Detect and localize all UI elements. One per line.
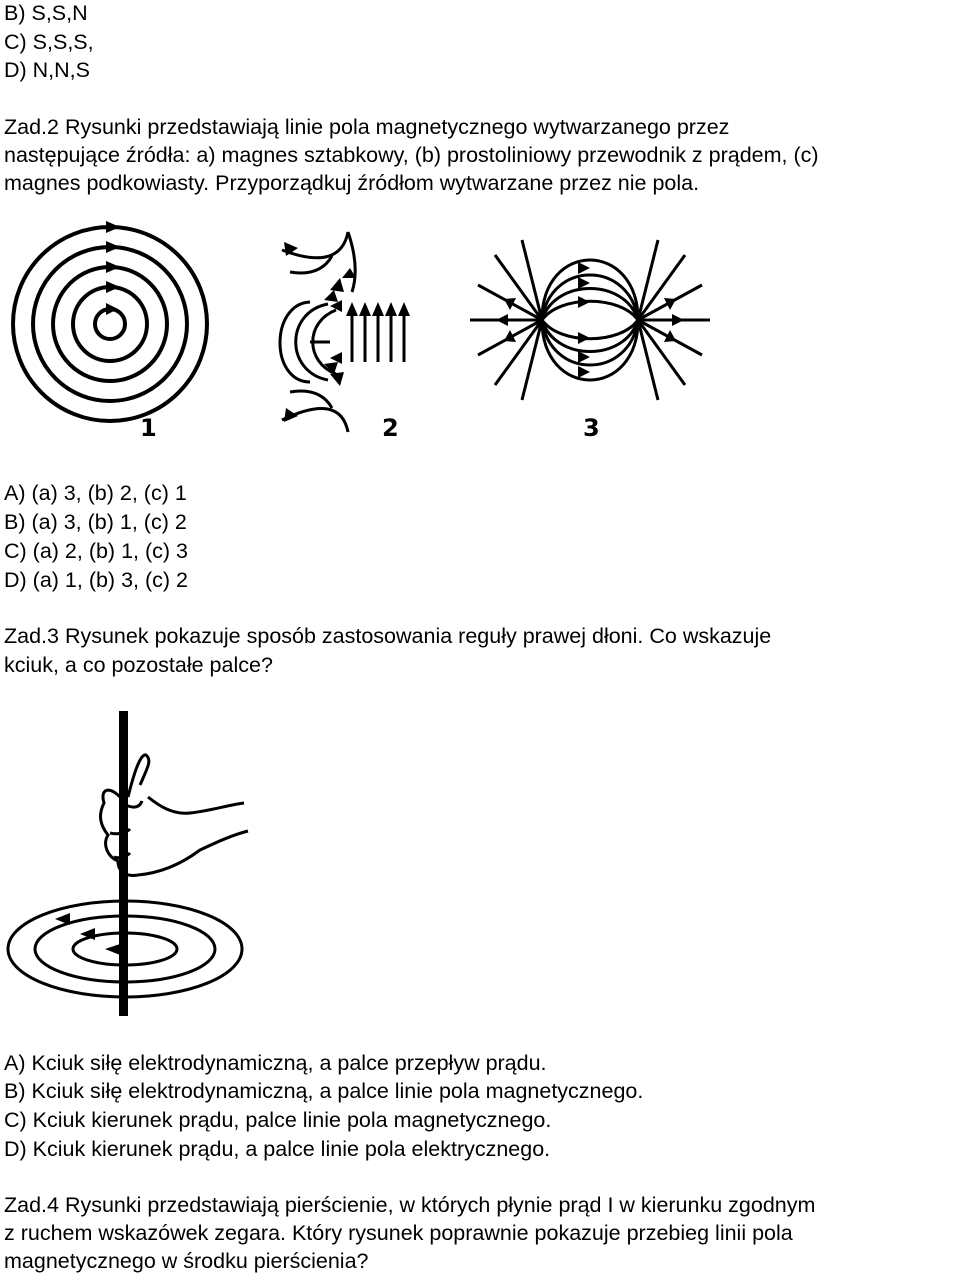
zad2-option-c: C) (a) 2, (b) 1, (c) 3 (4, 539, 188, 563)
zad3-option-a: A) Kciuk siłę elektrodynamiczną, a palce przepływ prądu. (4, 1051, 547, 1075)
figure-label-3: 3 (583, 414, 600, 442)
zad3-option-d: D) Kciuk kierunek prądu, a palce linie pola elektrycznego. (4, 1137, 551, 1161)
zad3-line-2: kciuk, a co pozostałe palce? (4, 653, 273, 677)
zad2-line-1: Zad.2 Rysunki przedstawiają linie pola magnetycznego wytwarzanego przez (4, 115, 730, 139)
zad2-option-a: A) (a) 3, (b) 2, (c) 1 (4, 481, 187, 505)
zad2-line-3: magnes podkowiasty. Przyporządkuj źródłom wytwarzane przez nie pola. (4, 171, 700, 195)
zad3-line-1: Zad.3 Rysunek pokazuje sposób zastosowania reguły prawej dłoni. Co wskazuje (4, 624, 772, 648)
zad4-line-1: Zad.4 Rysunki przedstawiają pierścienie, w których płynie prąd I w kierunku zgodnym (4, 1193, 816, 1217)
figure-1-concentric-field (0, 230, 220, 430)
zad2-line-2: następujące źródła: a) magnes sztabkowy, (b) prostoliniowy przewodnik z prądem, (c) (4, 143, 819, 167)
figure-label-2: 2 (382, 414, 399, 442)
zad2-option-b: B) (a) 3, (b) 1, (c) 2 (4, 510, 187, 534)
zad4-line-2: z ruchem wskazówek zegara. Który rysunek poprawnie pokazuje przebieg linii pola (4, 1221, 793, 1245)
zad3-option-c: C) Kciuk kierunek prądu, palce linie pola magnetycznego. (4, 1108, 552, 1132)
option-b-top: B) S,S,N (4, 1, 88, 25)
figure-3-two-pole-field (470, 240, 710, 410)
zad2-option-d: D) (a) 1, (b) 3, (c) 2 (4, 568, 188, 592)
right-hand-rule-illustration (0, 705, 260, 1035)
figure-label-1: 1 (140, 414, 157, 442)
zad3-option-b: B) Kciuk siłę elektrodynamiczną, a palce linie pola magnetycznego. (4, 1079, 644, 1103)
figure-2-bar-magnet-field (270, 232, 430, 432)
option-c-top: C) S,S,S, (4, 30, 94, 54)
option-d-top: D) N,N,S (4, 58, 90, 82)
zad4-line-3: magnetycznego w środku pierścienia? (4, 1249, 369, 1273)
